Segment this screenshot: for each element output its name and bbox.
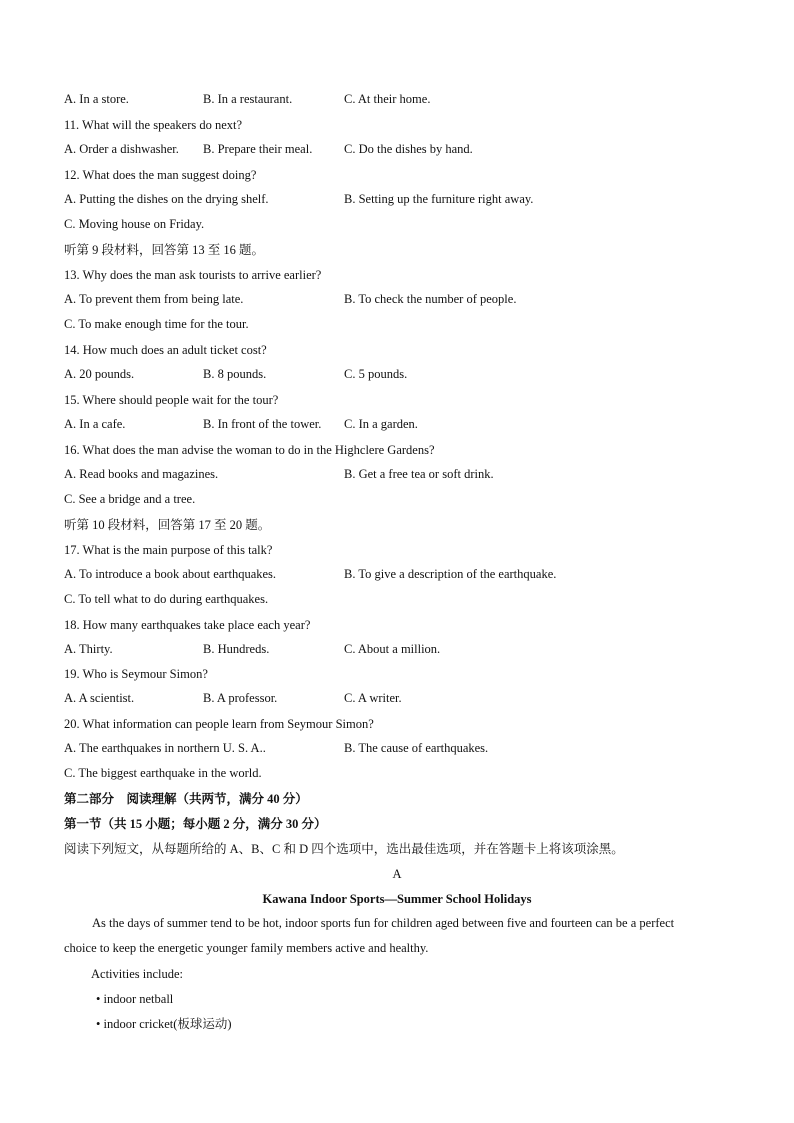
q14-question: 14. How much does an adult ticket cost?	[64, 343, 267, 357]
q16-question: 16. What does the man advise the woman to do in the Highclere Gardens?	[64, 443, 435, 457]
section10-instruction: 听第 10 段材料，回答第 17 至 20 题。	[64, 518, 271, 532]
q16-option-b: B. Get a free tea or soft drink.	[344, 467, 494, 481]
q17-option-b: B. To give a description of the earthquake.	[344, 567, 557, 581]
q17-question: 17. What is the main purpose of this talk?	[64, 543, 273, 557]
q10-option-b: B. In a restaurant.	[203, 92, 293, 106]
q12-option-a: A. Putting the dishes on the drying shelf.	[64, 192, 269, 206]
q19-option-a: A. A scientist.	[64, 691, 135, 705]
q20-option-a: A. The earthquakes in northern U. S. A..	[64, 741, 266, 755]
section9-instruction: 听第 9 段材料，回答第 13 至 16 题。	[64, 243, 265, 257]
q20-option-b: B. The cause of earthquakes.	[344, 741, 489, 755]
passage-title: Kawana Indoor Sports—Summer School Holidays	[262, 892, 532, 906]
q13-option-c: C. To make enough time for the tour.	[64, 317, 249, 331]
q10-option-a: A. In a store.	[64, 92, 129, 106]
section1-title: 第一节（共 15 小题；每小题 2 分，满分 30 分）	[64, 817, 327, 831]
q17-option-a: A. To introduce a book about earthquakes.	[64, 567, 277, 581]
q20-question: 20. What information can people learn from Seymour Simon?	[64, 717, 374, 731]
q19-question: 19. Who is Seymour Simon?	[64, 667, 208, 681]
q16-option-c: C. See a bridge and a tree.	[64, 492, 196, 506]
q20-option-c: C. The biggest earthquake in the world.	[64, 766, 262, 780]
activity-item: • indoor netball	[96, 992, 174, 1006]
q14-option-b: B. 8 pounds.	[203, 367, 267, 381]
q16-option-a: A. Read books and magazines.	[64, 467, 219, 481]
q18-option-b: B. Hundreds.	[203, 642, 270, 656]
q19-option-c: C. A writer.	[344, 691, 402, 705]
q13-option-a: A. To prevent them from being late.	[64, 292, 244, 306]
q11-option-c: C. Do the dishes by hand.	[344, 142, 473, 156]
activities-label: Activities include:	[91, 967, 183, 981]
q13-question: 13. Why does the man ask tourists to arrive earlier?	[64, 268, 322, 282]
part2-title: 第二部分 阅读理解（共两节，满分 40 分）	[64, 792, 308, 806]
passage-letter: A	[392, 867, 402, 881]
q18-option-c: C. About a million.	[344, 642, 441, 656]
q13-option-b: B. To check the number of people.	[344, 292, 517, 306]
q18-question: 18. How many earthquakes take place each year?	[64, 618, 311, 632]
q14-option-a: A. 20 pounds.	[64, 367, 135, 381]
q19-option-b: B. A professor.	[203, 691, 278, 705]
q12-option-b: B. Setting up the furniture right away.	[344, 192, 534, 206]
passage-paragraph: As the days of summer tend to be hot, indoor sports fun for children aged between five and fourteen can be a perfect choice to keep the energetic younger family members active and healthy.	[64, 916, 675, 955]
q17-option-c: C. To tell what to do during earthquakes.	[64, 592, 269, 606]
q10-option-c: C. At their home.	[344, 92, 431, 106]
q18-option-a: A. Thirty.	[64, 642, 113, 656]
q11-option-a: A. Order a dishwasher.	[64, 142, 179, 156]
q11-option-b: B. Prepare their meal.	[203, 142, 313, 156]
q15-option-c: C. In a garden.	[344, 417, 418, 431]
q12-option-c: C. Moving house on Friday.	[64, 217, 205, 231]
q15-option-a: A. In a cafe.	[64, 417, 126, 431]
q15-option-b: B. In front of the tower.	[203, 417, 322, 431]
activity-item: • indoor cricket(板球运动)	[96, 1017, 232, 1031]
q15-question: 15. Where should people wait for the tour?	[64, 393, 279, 407]
reading-instruction: 阅读下列短文，从每题所给的 A、B、C 和 D 四个选项中，选出最佳选项，并在答题卡上将该项涂黑。	[64, 842, 624, 856]
q12-question: 12. What does the man suggest doing?	[64, 168, 257, 182]
q11-question: 11. What will the speakers do next?	[64, 118, 243, 132]
q14-option-c: C. 5 pounds.	[344, 367, 408, 381]
